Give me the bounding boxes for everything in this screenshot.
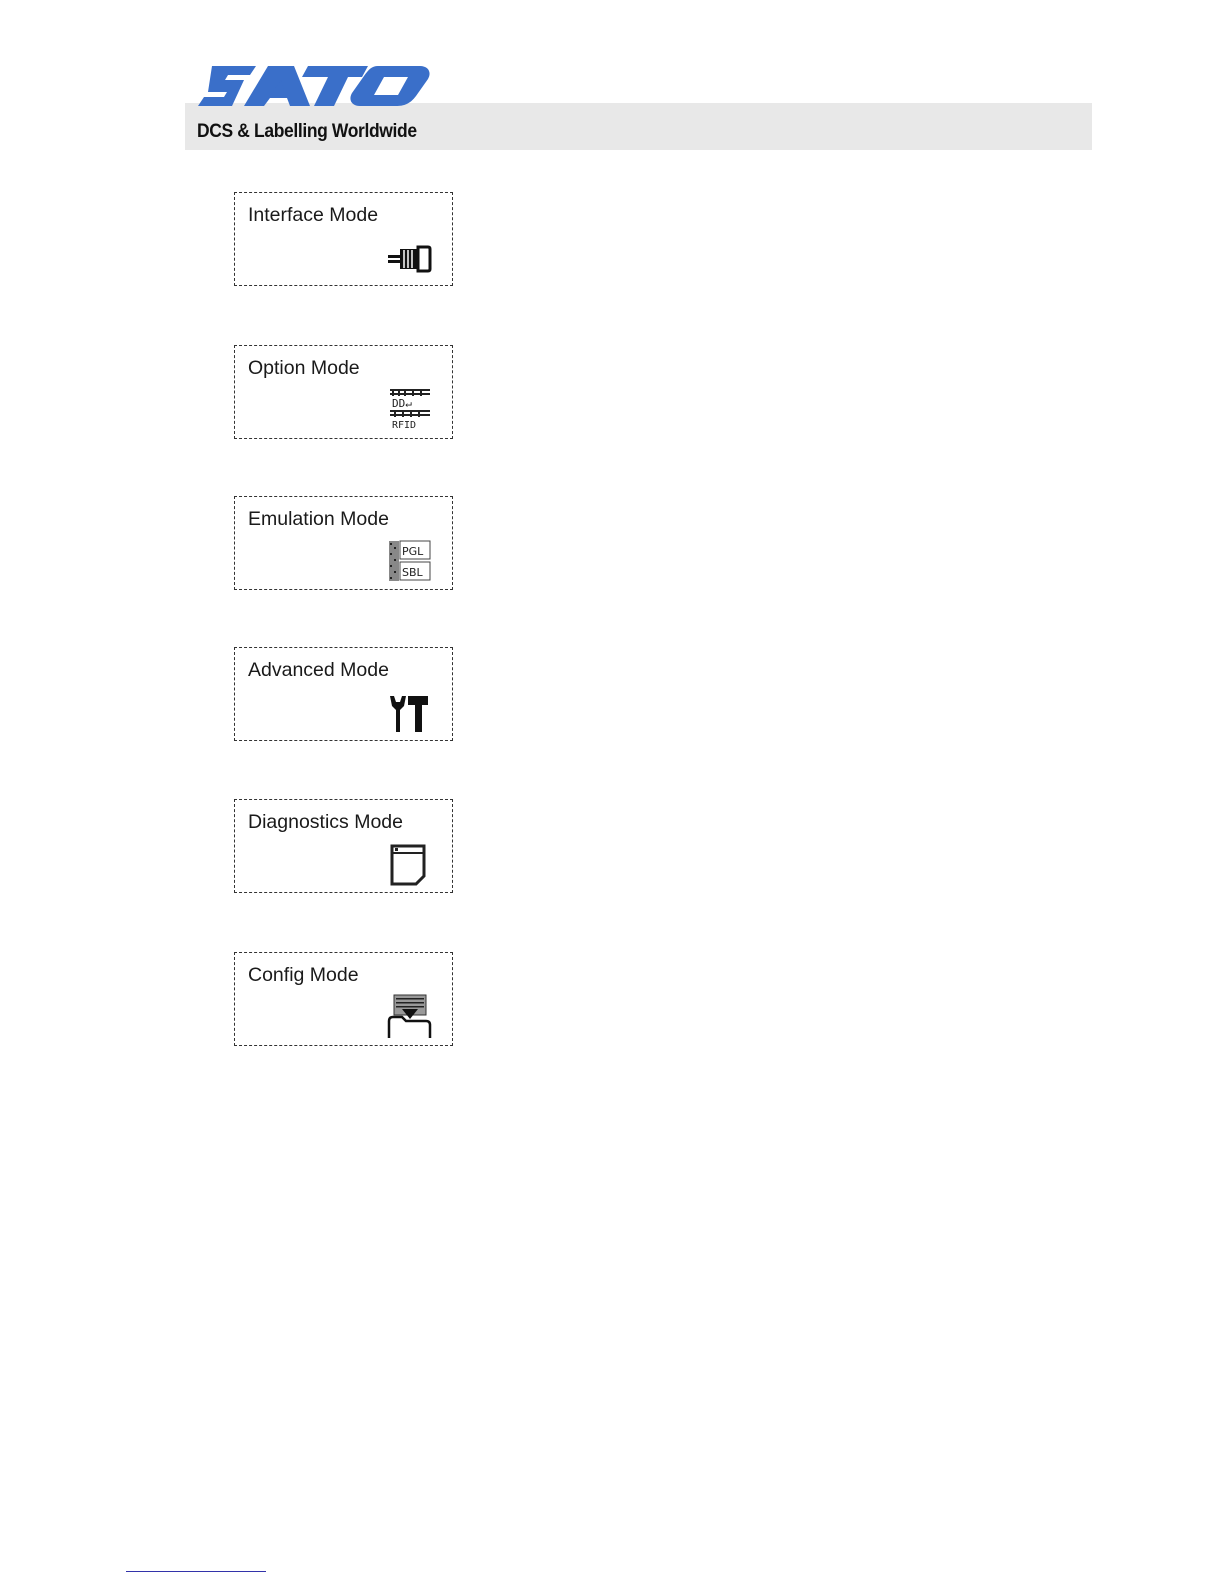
option-mode-label: Option Mode — [248, 357, 360, 379]
diagnostics-mode-box — [234, 799, 453, 893]
emulation-pgl-sbl-icon — [386, 537, 432, 583]
interface-connector-icon — [386, 233, 432, 279]
wrench-hammer-icon — [386, 688, 432, 734]
svg-text:SBL: SBL — [402, 566, 423, 579]
tagline: DCS & Labelling Worldwide — [197, 121, 417, 142]
option-mode-box — [234, 345, 453, 439]
interface-mode-box — [234, 192, 453, 286]
diagnostics-mode-label: Diagnostics Mode — [248, 811, 403, 833]
advanced-mode-box — [234, 647, 453, 741]
svg-text:DD↵: DD↵ — [392, 397, 412, 410]
config-download-icon — [386, 993, 432, 1039]
diagnostics-page-icon — [386, 840, 432, 886]
sato-logo — [198, 66, 430, 106]
footer-link-underline — [126, 1571, 266, 1572]
advanced-mode-label: Advanced Mode — [248, 659, 389, 681]
emulation-mode-label: Emulation Mode — [248, 508, 389, 530]
config-mode-box — [234, 952, 453, 1046]
config-mode-label: Config Mode — [248, 964, 359, 986]
option-rfid-icon — [386, 386, 432, 432]
emulation-mode-box — [234, 496, 453, 590]
svg-text:RFID: RFID — [392, 420, 417, 431]
svg-text:PGL: PGL — [402, 545, 424, 558]
interface-mode-label: Interface Mode — [248, 204, 379, 226]
